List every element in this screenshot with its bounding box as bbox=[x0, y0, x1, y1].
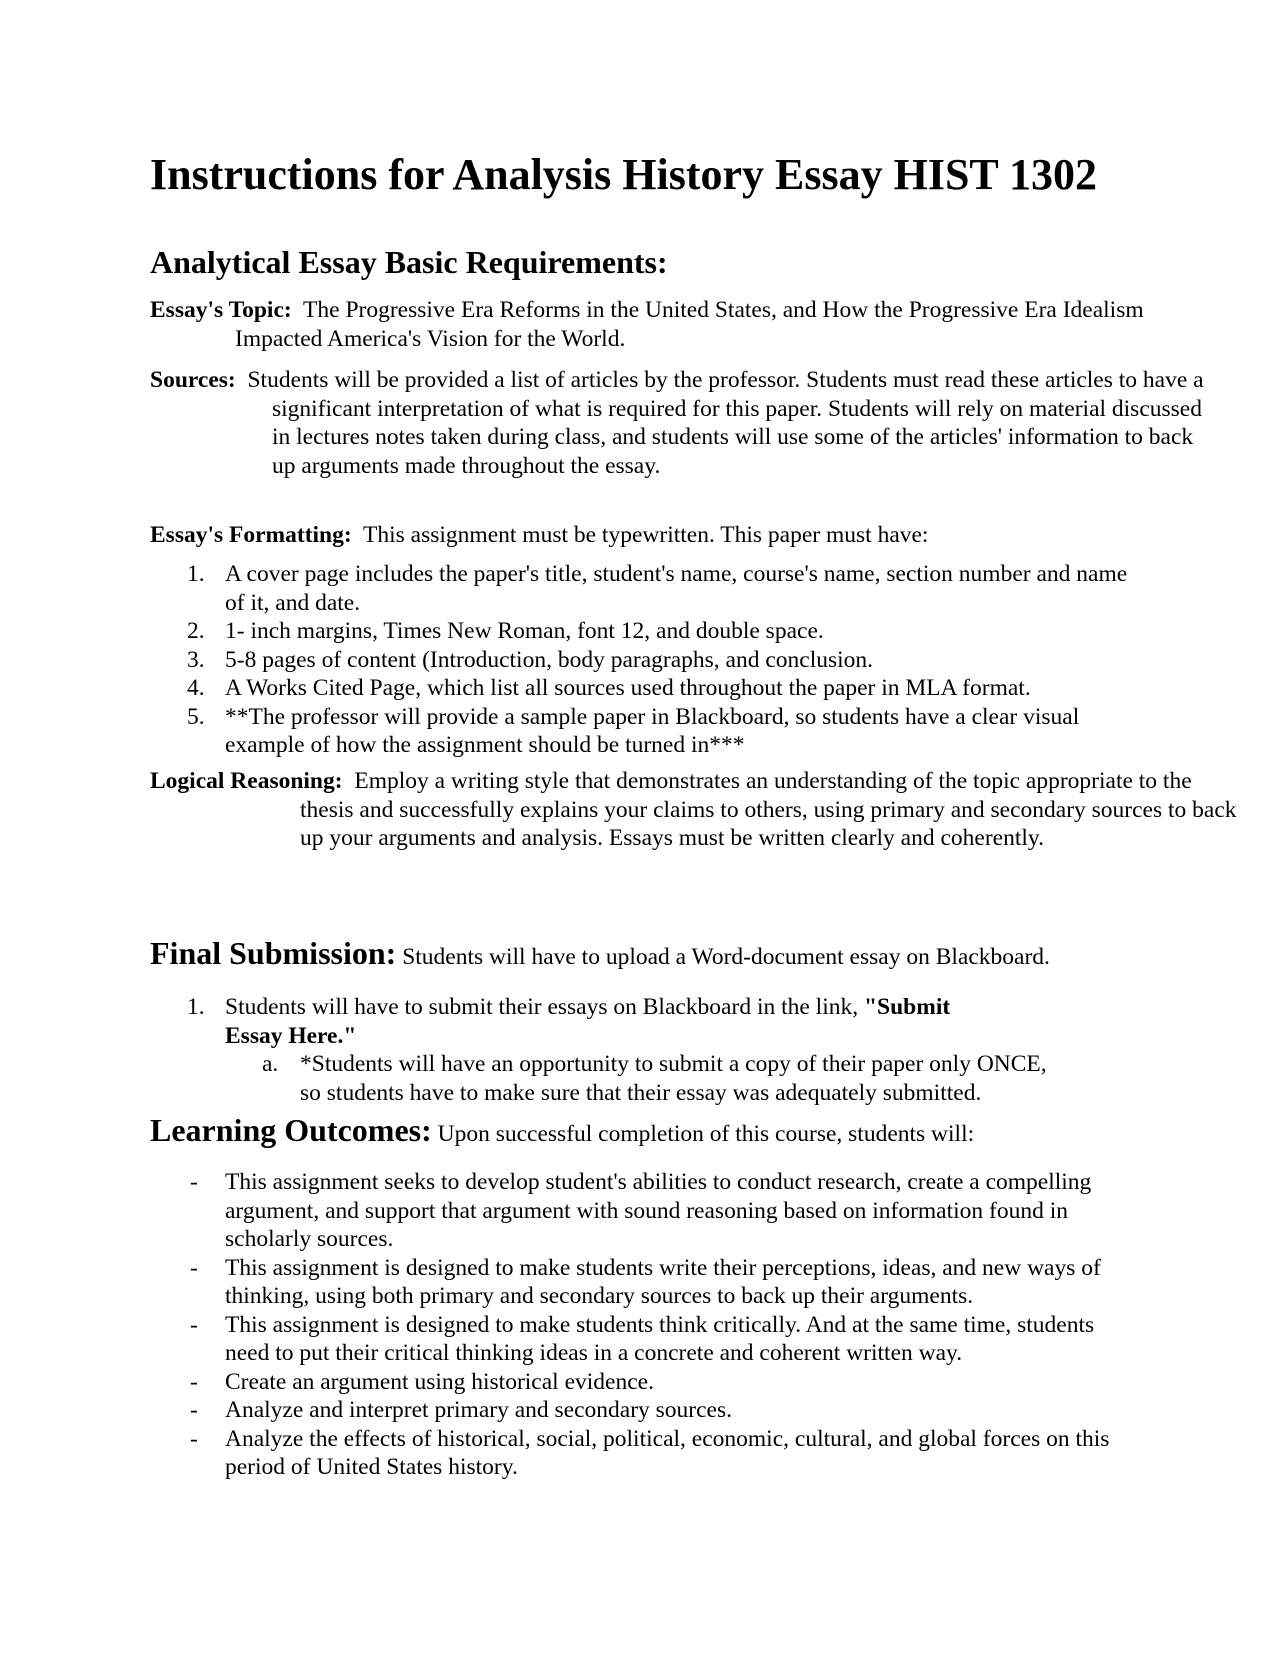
formatting-list bbox=[150, 560, 1130, 760]
list-item-text: A cover page includes the paper's title, student's name, course's name, section number and name of it, and date. bbox=[225, 561, 1128, 616]
list-item bbox=[150, 1396, 1140, 1425]
sources-label: Sources: bbox=[150, 367, 236, 393]
list-marker: 5. bbox=[187, 703, 205, 730]
final-submission-text: Students will have to upload a Word-document essay on Blackboard. bbox=[402, 944, 1050, 970]
list-item bbox=[150, 1311, 1140, 1368]
list-marker: 1. bbox=[187, 994, 205, 1020]
list-item-text: *Students will have an opportunity to submit a copy of their paper only ONCE, so students have to make sure that their essay was adequately submitted. bbox=[300, 1051, 1047, 1106]
list-marker: 4. bbox=[187, 675, 205, 701]
final-submission-paragraph bbox=[150, 933, 1130, 977]
logical-reasoning-paragraph bbox=[150, 767, 1250, 853]
final-submission-heading: Final Submission: bbox=[150, 935, 397, 971]
essay-topic-paragraph bbox=[150, 296, 1215, 353]
learning-outcomes-paragraph bbox=[150, 1110, 1130, 1154]
list-item bbox=[150, 617, 1130, 646]
formatting-text: This assignment must be typewritten. This paper must have: bbox=[363, 522, 929, 548]
list-item-text: 1- inch margins, Times New Roman, font 12, and double space. bbox=[225, 618, 824, 644]
list-item bbox=[150, 1168, 1140, 1254]
list-item-text: Analyze and interpret primary and secondary sources. bbox=[225, 1397, 733, 1423]
list-item bbox=[150, 703, 1130, 760]
essay-topic-text: The Progressive Era Reforms in the United States, and How the Progressive Era Idealism Impacted America's Vision for the World. bbox=[235, 297, 1144, 352]
sources-paragraph bbox=[150, 366, 1222, 480]
list-item bbox=[150, 1254, 1140, 1311]
list-item bbox=[150, 1425, 1140, 1482]
list-marker: a. bbox=[262, 1051, 279, 1077]
list-item bbox=[150, 1368, 1140, 1397]
list-item-text: Analyze the effects of historical, social, political, economic, cultural, and global forces on this period of United States history. bbox=[225, 1425, 1110, 1480]
list-item bbox=[150, 646, 1130, 675]
list-marker: 1. bbox=[187, 561, 205, 587]
list-marker: - bbox=[190, 1425, 198, 1452]
logical-reasoning-label: Logical Reasoning: bbox=[150, 768, 343, 794]
sources-text: Students will be provided a list of articles by the professor. Students must read these articles to have a significant interpretation of what is required for this paper. Students will rely on material discussed in lectures notes taken during class, and students will use some of the articles' information to back up arguments made throughout the essay. bbox=[247, 367, 1204, 479]
list-marker: - bbox=[190, 1397, 198, 1423]
list-item-text: 5-8 pages of content (Introduction, body paragraphs, and conclusion. bbox=[225, 646, 874, 673]
list-item-text: This assignment seeks to develop student's abilities to conduct research, create a compelling argument, and support that argument with sound reasoning based on information found in scholarly sources. bbox=[225, 1169, 1092, 1252]
list-item-text: This assignment is designed to make students think critically. And at the same time, students need to put their critical thinking ideas in a concrete and coherent written way. bbox=[225, 1311, 1095, 1366]
requirements-heading: Analytical Essay Basic Requirements: bbox=[150, 244, 668, 280]
list-marker: - bbox=[190, 1311, 198, 1338]
list-marker: 2. bbox=[187, 618, 205, 644]
logical-reasoning-text: Employ a writing style that demonstrates an understanding of the topic appropriate to the thesis and successfully explains your claims to others, using primary and secondary sources to back up your arguments and analysis. Essays must be written clearly and coherently. bbox=[300, 768, 1237, 851]
learning-outcomes-list bbox=[150, 1168, 1140, 1482]
list-item-text: Students will have to submit their essays on Blackboard in the link, bbox=[225, 994, 859, 1020]
list-marker: - bbox=[190, 1169, 198, 1195]
list-item-text: Create an argument using historical evidence. bbox=[225, 1368, 654, 1395]
list-marker: - bbox=[190, 1368, 198, 1395]
list-marker: 3. bbox=[187, 646, 205, 673]
learning-outcomes-text: Upon successful completion of this course, students will: bbox=[437, 1121, 975, 1147]
essay-topic-label: Essay's Topic: bbox=[150, 297, 292, 323]
list-item-text: **The professor will provide a sample paper in Blackboard, so students have a clear visual example of how the assignment should be turned in*** bbox=[225, 703, 1080, 758]
learning-outcomes-heading: Learning Outcomes: bbox=[150, 1112, 432, 1148]
list-item bbox=[150, 993, 1130, 1107]
formatting-label: Essay's Formatting: bbox=[150, 522, 352, 548]
page-title: Instructions for Analysis History Essay HIST 1302 bbox=[150, 150, 1097, 199]
list-item-text: A Works Cited Page, which list all sources used throughout the paper in MLA format. bbox=[225, 675, 1031, 701]
submit-essay-link-text: "Submit Essay Here." bbox=[225, 994, 951, 1049]
list-item bbox=[225, 1050, 1050, 1107]
list-item bbox=[150, 674, 1130, 703]
submission-sublist bbox=[225, 1050, 1050, 1107]
submission-list bbox=[150, 993, 1130, 1107]
list-item bbox=[150, 560, 1130, 617]
list-item-text: This assignment is designed to make students write their perceptions, ideas, and new ways of thinking, using both primary and secondary sources to back up their arguments. bbox=[225, 1254, 1101, 1309]
formatting-paragraph bbox=[150, 521, 1130, 550]
list-marker: - bbox=[190, 1254, 198, 1281]
